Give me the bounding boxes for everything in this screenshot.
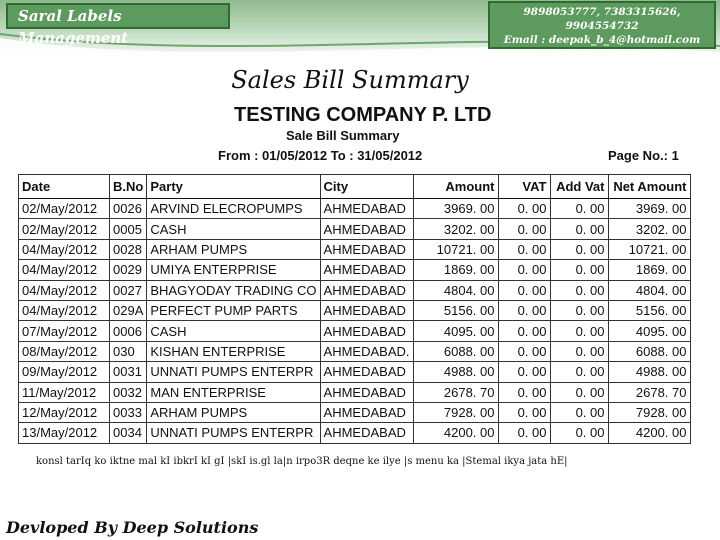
cell-net-amount: 1869. 00: [608, 260, 690, 280]
cell-bill-no: 0031: [110, 362, 147, 382]
report-period: From : 01/05/2012 To : 31/05/2012: [218, 148, 423, 163]
cell-date: 04/May/2012: [19, 280, 110, 300]
cell-city: AHMEDABAD: [320, 423, 413, 443]
cell-amount: 4095. 00: [413, 321, 498, 341]
cell-vat: 0. 00: [498, 341, 550, 361]
table-row: [19, 199, 691, 219]
contact-info: [488, 1, 716, 60]
cell-party: ARHAM PUMPS: [147, 239, 320, 259]
cell-amount: 7928. 00: [413, 402, 498, 422]
cell-bill-no: 0033: [110, 402, 147, 422]
table-row: [19, 219, 691, 239]
cell-party: UMIYA ENTERPRISE: [147, 260, 320, 280]
cell-amount: 4200. 00: [413, 423, 498, 443]
table-row: [19, 321, 691, 341]
cell-net-amount: 3202. 00: [608, 219, 690, 239]
table-row: [19, 260, 691, 280]
contact-website: www.deepsoftwares.com: [530, 48, 674, 60]
cell-amount: 10721. 00: [413, 239, 498, 259]
column-header-amount: Amount: [413, 175, 498, 199]
cell-amount: 6088. 00: [413, 341, 498, 361]
cell-date: 04/May/2012: [19, 300, 110, 320]
cell-net-amount: 5156. 00: [608, 300, 690, 320]
cell-add-vat: 0. 00: [550, 402, 608, 422]
cell-vat: 0. 00: [498, 362, 550, 382]
cell-party: ARHAM PUMPS: [147, 402, 320, 422]
description-note: konsl tarIq ko iktne mal kI ibkrI kI gI |skI is.gl la|n irpo3R deqne ke ilye |s menu ka |Stemal ikya jata hE|: [36, 456, 568, 467]
cell-add-vat: 0. 00: [550, 321, 608, 341]
cell-add-vat: 0. 00: [550, 382, 608, 402]
cell-amount: 3969. 00: [413, 199, 498, 219]
cell-net-amount: 2678. 70: [608, 382, 690, 402]
cell-net-amount: 7928. 00: [608, 402, 690, 422]
cell-city: AHMEDABAD: [320, 199, 413, 219]
table-row: [19, 300, 691, 320]
cell-bill-no: 029A: [110, 300, 147, 320]
sales-bill-table: [18, 174, 691, 444]
cell-party: MAN ENTERPRISE: [147, 382, 320, 402]
cell-net-amount: 6088. 00: [608, 341, 690, 361]
cell-add-vat: 0. 00: [550, 280, 608, 300]
column-header-bill-no: B.No: [110, 175, 147, 199]
cell-net-amount: 4095. 00: [608, 321, 690, 341]
report-subtitle: Sale Bill Summary: [286, 128, 400, 143]
cell-city: AHMEDABAD: [320, 260, 413, 280]
cell-date: 08/May/2012: [19, 341, 110, 361]
cell-vat: 0. 00: [498, 260, 550, 280]
cell-city: AHMEDABAD: [320, 300, 413, 320]
cell-vat: 0. 00: [498, 280, 550, 300]
column-header-date: Date: [19, 175, 110, 199]
cell-amount: 1869. 00: [413, 260, 498, 280]
cell-add-vat: 0. 00: [550, 260, 608, 280]
table-row: [19, 423, 691, 443]
cell-vat: 0. 00: [498, 382, 550, 402]
cell-date: 04/May/2012: [19, 260, 110, 280]
cell-party: KISHAN ENTERPRISE: [147, 341, 320, 361]
cell-add-vat: 0. 00: [550, 423, 608, 443]
cell-add-vat: 0. 00: [550, 300, 608, 320]
cell-bill-no: 0006: [110, 321, 147, 341]
cell-date: 02/May/2012: [19, 199, 110, 219]
cell-city: AHMEDABAD: [320, 362, 413, 382]
cell-amount: 4804. 00: [413, 280, 498, 300]
cell-bill-no: 030: [110, 341, 147, 361]
cell-bill-no: 0034: [110, 423, 147, 443]
cell-bill-no: 0026: [110, 199, 147, 219]
cell-add-vat: 0. 00: [550, 341, 608, 361]
table-row: [19, 362, 691, 382]
table-row: [19, 341, 691, 361]
column-header-add-vat: Add Vat: [550, 175, 608, 199]
cell-vat: 0. 00: [498, 321, 550, 341]
report-preview: [14, 100, 706, 452]
cell-party: PERFECT PUMP PARTS: [147, 300, 320, 320]
column-header-vat: VAT: [498, 175, 550, 199]
cell-date: 09/May/2012: [19, 362, 110, 382]
cell-party: UNNATI PUMPS ENTERPR: [147, 423, 320, 443]
cell-party: BHAGYODAY TRADING CO: [147, 280, 320, 300]
page-number: Page No.: 1: [608, 148, 679, 163]
cell-vat: 0. 00: [498, 423, 550, 443]
contact-email: Email : deepak_b_4@hotmail.com: [503, 34, 701, 46]
table-header-row: [19, 175, 691, 199]
cell-vat: 0. 00: [498, 199, 550, 219]
cell-add-vat: 0. 00: [550, 239, 608, 259]
cell-date: 02/May/2012: [19, 219, 110, 239]
cell-bill-no: 0027: [110, 280, 147, 300]
cell-city: AHMEDABAD: [320, 239, 413, 259]
column-header-net-amount: Net Amount: [608, 175, 690, 199]
cell-vat: 0. 00: [498, 239, 550, 259]
cell-party: CASH: [147, 321, 320, 341]
column-header-city: City: [320, 175, 413, 199]
cell-add-vat: 0. 00: [550, 362, 608, 382]
cell-date: 07/May/2012: [19, 321, 110, 341]
cell-vat: 0. 00: [498, 219, 550, 239]
cell-add-vat: 0. 00: [550, 219, 608, 239]
cell-date: 13/May/2012: [19, 423, 110, 443]
cell-bill-no: 0005: [110, 219, 147, 239]
app-title: Saral Labels Management: [6, 3, 230, 29]
cell-city: AHMEDABAD.: [320, 341, 413, 361]
cell-net-amount: 10721. 00: [608, 239, 690, 259]
cell-net-amount: 4200. 00: [608, 423, 690, 443]
cell-bill-no: 0029: [110, 260, 147, 280]
table-row: [19, 280, 691, 300]
cell-city: AHMEDABAD: [320, 280, 413, 300]
table-row: [19, 382, 691, 402]
cell-party: CASH: [147, 219, 320, 239]
cell-date: 12/May/2012: [19, 402, 110, 422]
cell-date: 04/May/2012: [19, 239, 110, 259]
table-row: [19, 402, 691, 422]
cell-city: AHMEDABAD: [320, 321, 413, 341]
cell-amount: 5156. 00: [413, 300, 498, 320]
cell-city: AHMEDABAD: [320, 219, 413, 239]
cell-party: UNNATI PUMPS ENTERPR: [147, 362, 320, 382]
cell-city: AHMEDABAD: [320, 402, 413, 422]
cell-amount: 4988. 00: [413, 362, 498, 382]
cell-bill-no: 0028: [110, 239, 147, 259]
cell-amount: 2678. 70: [413, 382, 498, 402]
cell-net-amount: 4988. 00: [608, 362, 690, 382]
contact-phones: 9898053777, 7383315626, 9904554732: [523, 6, 681, 32]
cell-amount: 3202. 00: [413, 219, 498, 239]
table-row: [19, 239, 691, 259]
cell-party: ARVIND ELECROPUMPS: [147, 199, 320, 219]
page-heading: Sales Bill Summary: [231, 66, 469, 94]
cell-add-vat: 0. 00: [550, 199, 608, 219]
cell-net-amount: 3969. 00: [608, 199, 690, 219]
column-header-party: Party: [147, 175, 320, 199]
cell-net-amount: 4804. 00: [608, 280, 690, 300]
cell-city: AHMEDABAD: [320, 382, 413, 402]
footer-credit: Devloped By Deep Solutions: [6, 518, 259, 537]
cell-bill-no: 0032: [110, 382, 147, 402]
cell-date: 11/May/2012: [19, 382, 110, 402]
company-name: TESTING COMPANY P. LTD: [234, 104, 492, 126]
cell-vat: 0. 00: [498, 300, 550, 320]
cell-vat: 0. 00: [498, 402, 550, 422]
